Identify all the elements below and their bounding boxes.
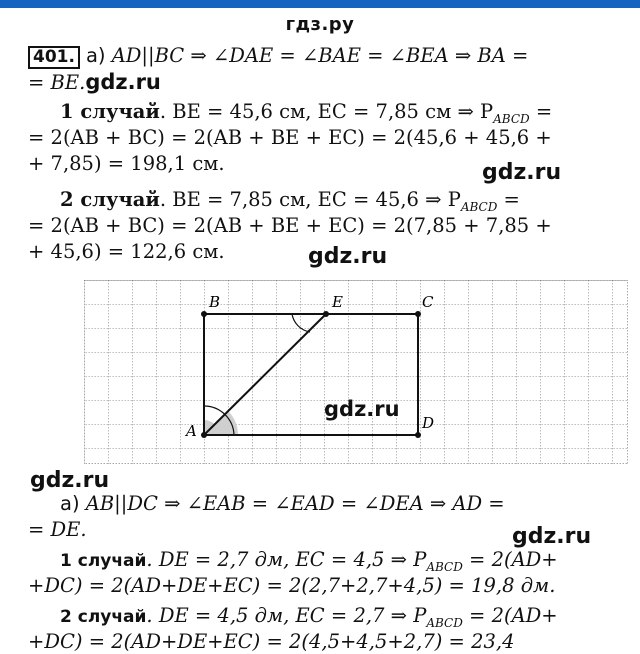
b-case1-line-2 [28,574,628,598]
part-a-label: а) [85,44,106,67]
watermark-3: gdz.ru [30,468,110,493]
case2-line-2: = 2(AB + BC) = 2(AB + BE + EC) = 2(7,85 + 7,85 + [28,214,552,237]
b-case1-tail: = 2(AD+ [462,548,558,571]
watermark-1: gdz.ru [482,160,562,185]
point-a [201,432,207,438]
case1-label: 1 случай [60,100,160,123]
part-a-statement: AD||BC ⇒ ∠DAE = ∠BAE = ∠BEA ⇒ BA = [111,44,529,67]
part-a-line-2 [28,70,628,95]
b-case1-given: . DE = 2,7 дм, EC = 4,5 ⇒ P [146,548,427,571]
part-b-line-1 [60,492,628,516]
case1-subscript: ABCD [493,111,530,126]
b-case2-label: 2 случай [60,607,147,627]
b-case2-subscript: ABCD [426,615,463,630]
label-a: A [186,422,197,440]
b-case2-result: +DC) = 2(AD+DE+EC) = 2(4,5+4,5+2,7) = 23,4 [28,630,515,653]
point-e [323,311,329,317]
b-case1-label: 1 случай [60,551,147,571]
case1-line-3: + 7,85) = 198,1 см. [28,152,225,175]
label-e: E [332,293,343,311]
grid-background [84,280,628,464]
b-case2-tail: = 2(AD+ [462,604,558,627]
b-case2-line-2 [28,630,628,654]
b-case2-given: . DE = 4,5 дм, EC = 2,7 ⇒ P [146,604,427,627]
case2-subscript: ABCD [460,199,498,214]
part-a-conclusion: = BE. [28,71,86,94]
watermark-2: gdz.ru [308,244,388,269]
label-c: C [422,293,434,311]
geometry-figure [84,280,628,464]
case1-eq: = [529,100,553,123]
case2-label: 2 случай [60,188,160,211]
top-bar [0,0,640,8]
point-d [415,432,421,438]
part-a-line-1 [28,44,628,69]
label-d: D [422,414,435,432]
part-b-label: а) [60,492,80,515]
point-c [415,311,421,317]
point-b [201,311,207,317]
watermark-figure: gdz.ru [324,397,400,421]
case2-line-3: + 45,6) = 122,6 см. [28,240,225,263]
b-case1-result: +DC) = 2(AD+DE+EC) = 2(2,7+2,7+4,5) = 19,8 дм. [28,574,556,597]
label-b: B [209,293,221,311]
case2-given: . BE = 7,85 см, EC = 45,6 ⇒ P [159,188,461,211]
part-b-statement: AB||DC ⇒ ∠EAB = ∠EAD = ∠DEA ⇒ AD = [85,492,505,515]
watermark-inline: gdz.ru [85,70,161,94]
case2-eq: = [497,188,520,211]
watermark-4: gdz.ru [512,524,592,549]
part-b-conclusion: = DE. [28,518,87,541]
site-title: гдз.ру [285,14,355,35]
case1-line-2: = 2(AB + BC) = 2(AB + BE + EC) = 2(45,6 + 45,6 + [28,126,552,149]
b-case1-subscript: ABCD [426,559,463,574]
problem-number: 401. [28,46,80,69]
case1-given: . BE = 45,6 см, EC = 7,85 см ⇒ P [159,100,494,123]
